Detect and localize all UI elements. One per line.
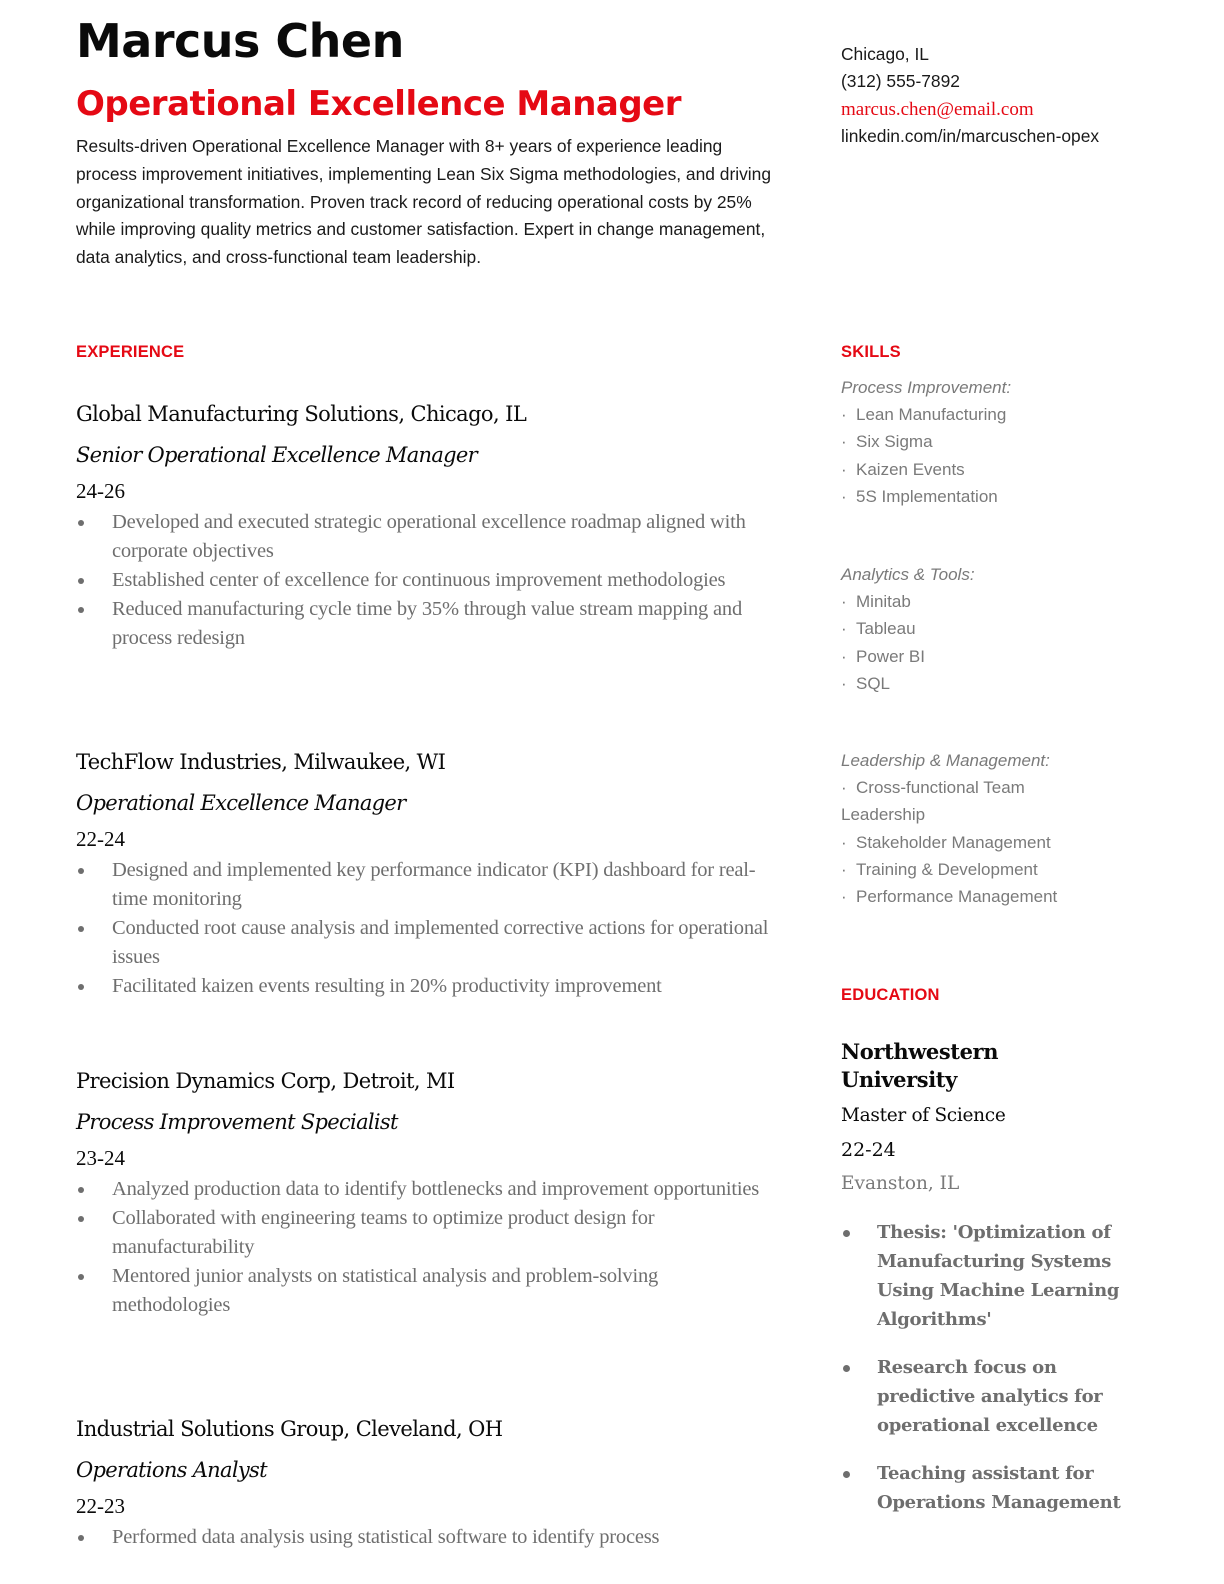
skill-category: Analytics & Tools: bbox=[841, 565, 975, 584]
candidate-name: Marcus Chen bbox=[76, 14, 404, 68]
education-degree: Master of Science bbox=[841, 1105, 1006, 1126]
bullet-dot-icon bbox=[78, 607, 84, 613]
bullet-dot-icon: · bbox=[841, 859, 847, 879]
bullet-text: Reduced manufacturing cycle time by 35% through value stream mapping and process redesign bbox=[112, 598, 743, 649]
job-bullet bbox=[76, 856, 776, 914]
job-entry bbox=[76, 747, 776, 1001]
bullet-dot-icon: · bbox=[841, 887, 847, 907]
job-bullet bbox=[76, 1262, 776, 1320]
job-company: TechFlow Industries, Milwaukee, WI bbox=[76, 750, 446, 774]
skill-item bbox=[841, 774, 1071, 828]
education-dates: 22-24 bbox=[841, 1139, 896, 1161]
bullet-text: Established center of excellence for continuous improvement methodologies bbox=[112, 569, 726, 591]
bullet-text: Teaching assistant for Operations Management bbox=[877, 1463, 1121, 1513]
skill-text: Kaizen Events bbox=[856, 459, 965, 479]
skill-text: Training & Development bbox=[856, 859, 1038, 879]
bullet-dot-icon: · bbox=[841, 646, 847, 666]
bullet-dot-icon: · bbox=[841, 619, 847, 639]
job-bullet bbox=[76, 1523, 776, 1552]
bullet-dot-icon: · bbox=[841, 432, 847, 452]
bullet-text: Research focus on predictive analytics for operational excellence bbox=[877, 1357, 1103, 1436]
bullet-dot-icon bbox=[78, 1274, 84, 1280]
skill-group bbox=[841, 747, 1071, 910]
job-company: Precision Dynamics Corp, Detroit, MI bbox=[76, 1069, 455, 1093]
job-bullet bbox=[76, 914, 776, 972]
experience-heading: EXPERIENCE bbox=[76, 343, 185, 361]
bullet-dot-icon: · bbox=[841, 673, 847, 693]
job-bullet bbox=[76, 508, 776, 566]
bullet-dot-icon bbox=[78, 1535, 84, 1541]
job-entry bbox=[76, 1066, 776, 1320]
job-bullets bbox=[76, 856, 776, 1001]
bullet-text: Facilitated kaizen events resulting in 20% productivity improvement bbox=[112, 975, 662, 997]
skill-item bbox=[841, 856, 1071, 883]
skill-item bbox=[841, 829, 1071, 856]
bullet-dot-icon: · bbox=[841, 459, 847, 479]
skill-text: Tableau bbox=[856, 619, 916, 639]
job-bullets bbox=[76, 508, 776, 653]
skill-text: Six Sigma bbox=[856, 432, 933, 452]
skill-item bbox=[841, 428, 1121, 455]
job-dates: 22-24 bbox=[76, 827, 125, 851]
bullet-text: Developed and executed strategic operational excellence roadmap aligned with corporate objectives bbox=[112, 511, 746, 562]
job-bullet bbox=[76, 1175, 776, 1204]
job-bullet bbox=[76, 595, 776, 653]
skill-item bbox=[841, 883, 1071, 910]
bullet-dot-icon: · bbox=[841, 486, 847, 506]
skill-category: Leadership & Management: bbox=[841, 751, 1050, 770]
contact-email[interactable]: marcus.chen@email.com bbox=[841, 98, 1034, 120]
skill-item bbox=[841, 643, 1121, 670]
bullet-dot-icon bbox=[843, 1471, 850, 1478]
skill-item bbox=[841, 401, 1121, 428]
contact-linkedin[interactable]: linkedin.com/in/marcuschen-opex bbox=[841, 125, 1100, 146]
skill-text: Cross-functional Team Leadership bbox=[841, 778, 1025, 825]
bullet-dot-icon bbox=[78, 520, 84, 526]
job-bullets bbox=[76, 1523, 776, 1552]
bullet-dot-icon: · bbox=[841, 592, 847, 612]
job-dates: 24-26 bbox=[76, 479, 125, 503]
skill-item bbox=[841, 588, 1121, 615]
bullet-dot-icon bbox=[78, 578, 84, 584]
skill-text: Lean Manufacturing bbox=[856, 405, 1007, 425]
job-role: Senior Operational Excellence Manager bbox=[76, 443, 477, 467]
job-role: Process Improvement Specialist bbox=[76, 1110, 398, 1134]
bullet-dot-icon: · bbox=[841, 405, 847, 425]
bullet-text: Thesis: 'Optimization of Manufacturing Systems Using Machine Learning Algorithms' bbox=[877, 1222, 1120, 1330]
bullet-text: Conducted root cause analysis and implemented corrective actions for operational issues bbox=[112, 917, 769, 968]
job-entry bbox=[76, 1414, 776, 1552]
job-bullet bbox=[76, 972, 776, 1001]
job-bullet bbox=[76, 566, 776, 595]
job-bullet bbox=[76, 1204, 776, 1262]
bullet-dot-icon bbox=[843, 1365, 850, 1372]
skill-group bbox=[841, 561, 1121, 697]
bullet-text: Collaborated with engineering teams to optimize product design for manufacturability bbox=[112, 1207, 655, 1258]
bullet-dot-icon bbox=[78, 926, 84, 932]
education-bullets bbox=[841, 1218, 1121, 1517]
job-entry bbox=[76, 399, 776, 653]
skill-text: Minitab bbox=[856, 592, 911, 612]
skill-group bbox=[841, 374, 1121, 510]
skill-text: Power BI bbox=[856, 646, 925, 666]
contact-info bbox=[841, 41, 1111, 150]
skill-text: 5S Implementation bbox=[856, 486, 998, 506]
summary: Results-driven Operational Excellence Manager with 8+ years of experience leading process improvement initiatives, implementing Lean Six Sigma methodologies, and driving organizational transformation. Proven track record of reducing operational costs by 25% while improving quality metrics and customer satisfaction. Expert in change management, data analytics, and cross-functional team leadership. bbox=[76, 136, 772, 268]
bullet-dot-icon bbox=[78, 868, 84, 874]
job-role: Operational Excellence Manager bbox=[76, 791, 406, 815]
bullet-dot-icon bbox=[78, 984, 84, 990]
education-bullet bbox=[841, 1459, 1121, 1517]
skill-item bbox=[841, 615, 1121, 642]
education-bullet bbox=[841, 1218, 1121, 1334]
skills-heading: SKILLS bbox=[841, 343, 901, 361]
bullet-dot-icon bbox=[78, 1216, 84, 1222]
skill-item bbox=[841, 670, 1121, 697]
education-heading: EDUCATION bbox=[841, 986, 940, 1004]
bullet-dot-icon: · bbox=[841, 832, 847, 852]
skill-item bbox=[841, 456, 1121, 483]
bullet-text: Designed and implemented key performance indicator (KPI) dashboard for real-time monitoring bbox=[112, 859, 756, 910]
job-bullets bbox=[76, 1175, 776, 1320]
job-role: Operations Analyst bbox=[76, 1458, 267, 1482]
job-dates: 22-23 bbox=[76, 1494, 125, 1518]
job-dates: 23-24 bbox=[76, 1146, 125, 1170]
bullet-dot-icon bbox=[78, 1187, 84, 1193]
education-location: Evanston, IL bbox=[841, 1173, 960, 1194]
bullet-text: Performed data analysis using statistical software to identify process bbox=[112, 1526, 660, 1548]
skill-text: Stakeholder Management bbox=[856, 832, 1051, 852]
skill-text: SQL bbox=[856, 673, 891, 693]
skill-category: Process Improvement: bbox=[841, 378, 1012, 397]
contact-location: Chicago, IL bbox=[841, 44, 929, 64]
skill-item bbox=[841, 483, 1121, 510]
skill-text: Performance Management bbox=[856, 887, 1058, 907]
bullet-text: Mentored junior analysts on statistical analysis and problem-solving methodologies bbox=[112, 1265, 659, 1316]
job-company: Industrial Solutions Group, Cleveland, OH bbox=[76, 1417, 503, 1441]
education-school: Northwestern University bbox=[841, 1039, 999, 1092]
education-entry bbox=[841, 1038, 1121, 1536]
job-company: Global Manufacturing Solutions, Chicago, IL bbox=[76, 402, 527, 426]
bullet-dot-icon bbox=[843, 1230, 850, 1237]
education-bullet bbox=[841, 1353, 1121, 1440]
candidate-title: Operational Excellence Manager bbox=[76, 84, 682, 124]
bullet-text: Analyzed production data to identify bottlenecks and improvement opportunities bbox=[112, 1178, 760, 1200]
contact-phone[interactable]: (312) 555-7892 bbox=[841, 71, 960, 92]
bullet-dot-icon: · bbox=[841, 778, 847, 798]
